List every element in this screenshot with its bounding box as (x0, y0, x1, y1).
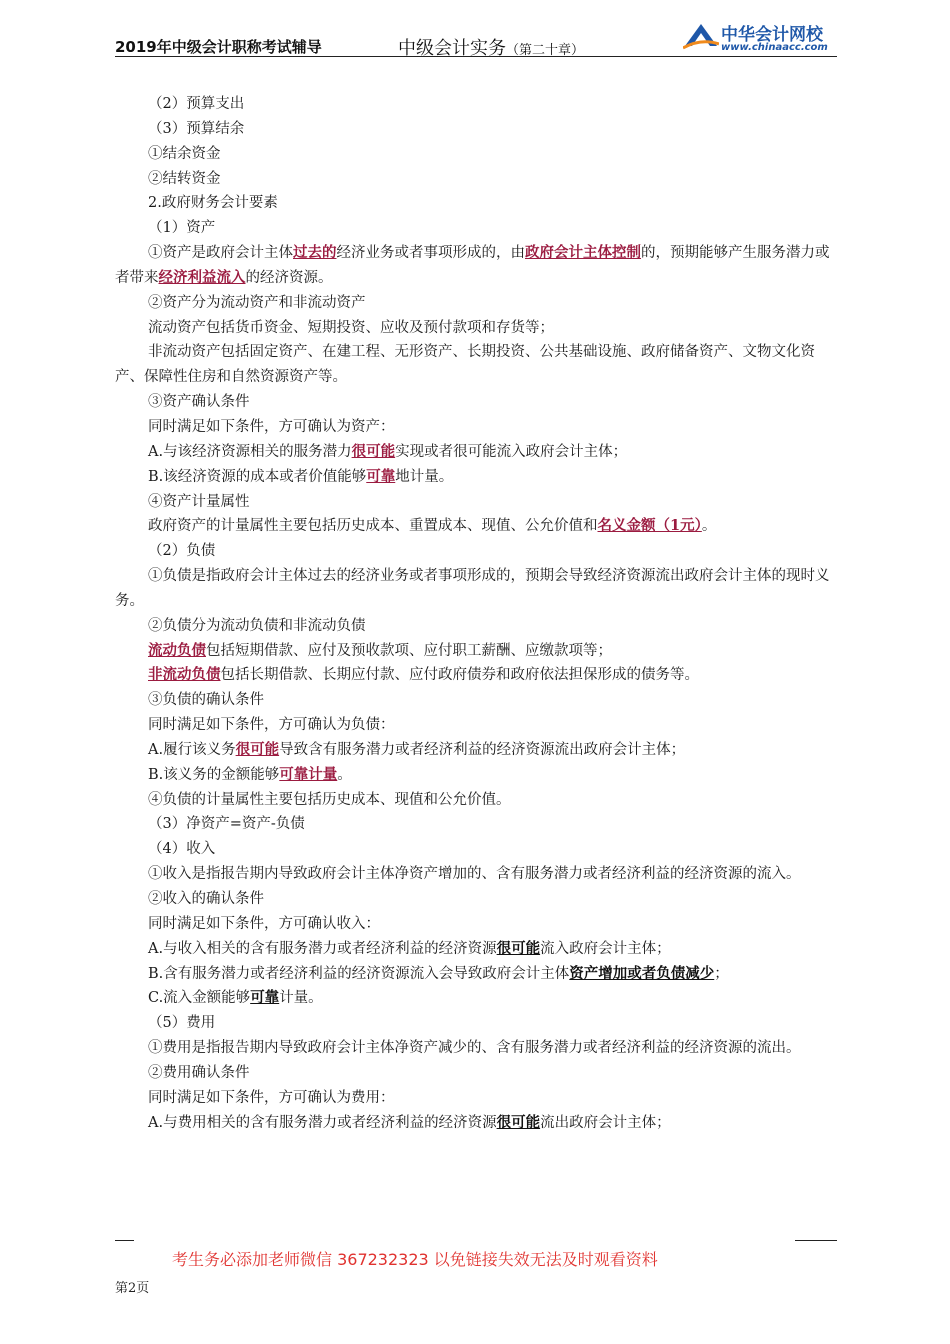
para-liability-condition-b (115, 763, 837, 788)
para-current-assets: 流动资产包括货币资金、短期投资、应收及预付款项和存货等； (148, 319, 554, 336)
text-segment: 流出政府会计主体； (540, 1114, 671, 1131)
heading-expenses: （5）费用 (148, 1015, 216, 1032)
document-body (115, 92, 837, 1135)
text-segment: 。 (337, 766, 352, 783)
text-segment: B.含有服务潜力或者经济利益的经济资源流入会导致政府会计主体 (148, 965, 570, 982)
text-segment: A.与收入相关的含有服务潜力或者经济利益的经济资源 (148, 940, 497, 957)
para-asset-classes: ②资产分为流动资产和非流动资产 (148, 294, 366, 311)
heading-assets: （1）资产 (148, 220, 216, 237)
text-segment: 实现或者很可能流入政府会计主体； (395, 443, 628, 460)
para-revenue-condition-c (115, 986, 837, 1011)
para-current-liabilities (115, 639, 837, 664)
emphasis-reliable: 可靠 (250, 989, 280, 1007)
para-asset-condition-b (115, 465, 837, 490)
highlight-noncurrent-liabilities: 非流动负债 (148, 666, 221, 684)
text-segment: 的，预期能够产生服务潜力或者带来 (115, 245, 830, 286)
para-liability-definition: ①负债是指政府会计主体过去的经济业务或者事项形成的，预期会导致经济资源流出政府会计主体的现时义务。 (115, 568, 830, 609)
text-segment: 包括短期借款、应付及预收款项、应付职工薪酬、应缴款项等； (206, 642, 612, 659)
highlight-reliable: 可靠 (366, 467, 396, 485)
text-segment: A.与费用相关的含有服务潜力或者经济利益的经济资源 (148, 1114, 497, 1131)
highlight-economic-inflow: 经济利益流入 (158, 268, 246, 286)
para-revenue-conditions-intro: 同时满足如下条件，方可确认收入： (148, 915, 380, 932)
highlight-past: 过去的 (293, 244, 337, 262)
para-liability-classes: ②负债分为流动负债和非流动负债 (148, 617, 366, 634)
exam-title: 2019年中级会计职称考试辅导 (115, 38, 322, 56)
heading-revenue-recognition: ②收入的确认条件 (148, 891, 264, 907)
text-segment: 。 (701, 518, 717, 535)
logo-url: www.chinaacc.com (721, 42, 828, 53)
para-expense-condition-a (115, 1111, 837, 1136)
highlight-probable: 很可能 (351, 442, 396, 460)
highlight-controlled: 政府会计主体控制 (525, 244, 641, 262)
para-revenue-condition-a (115, 937, 837, 962)
page-number: 第2页 (115, 1281, 150, 1296)
para-asset-measurement (115, 514, 837, 539)
heading-revenue: （4）收入 (148, 841, 216, 858)
footer-rule-left (115, 1240, 134, 1241)
text-segment: A.履行该义务 (148, 741, 236, 758)
para-liability-measurement: ④负债的计量属性主要包括历史成本、现值和公允价值。 (148, 791, 511, 808)
course-name: 中级会计实务 (398, 38, 506, 59)
logo-name: 中华会计网校 (721, 25, 823, 45)
para-revenue-condition-b (115, 962, 837, 987)
para-liability-condition-a (115, 738, 837, 763)
page-header (115, 18, 837, 58)
para-noncurrent-liabilities (115, 663, 837, 688)
emphasis-probable: 很可能 (496, 1113, 541, 1131)
logo-mark-icon (683, 20, 719, 50)
para-net-assets: （3）净资产=资产-负债 (148, 816, 305, 833)
text-segment: 导致含有服务潜力或者经济利益的经济资源流出政府会计主体； (279, 741, 686, 758)
text-segment: 流入政府会计主体； (540, 940, 671, 957)
highlight-reliable-measure: 可靠计量 (279, 765, 338, 783)
para-budget-surplus: （3）预算结余 (148, 120, 245, 137)
text-segment: B.该义务的金额能够 (148, 766, 280, 783)
para-noncurrent-assets: 非流动资产包括固定资产、在建工程、无形资产、长期投资、公共基础设施、政府储备资产、文物文化资产、保障性住房和自然资源资产等。 (115, 344, 815, 386)
para-revenue-definition: ①收入是指报告期内导致政府会计主体净资产增加的、含有服务潜力或者经济利益的经济资源的流入。 (148, 866, 801, 883)
emphasis-asset-increase: 资产增加或者负债减少 (569, 964, 715, 982)
heading-asset-measurement: ④资产计量属性 (148, 493, 250, 510)
text-segment: 的经济资源。 (245, 269, 333, 286)
heading-financial-elements: 2.政府财务会计要素 (148, 195, 278, 212)
text-segment: A.与该经济资源相关的服务潜力 (148, 443, 352, 460)
text-segment: B.该经济资源的成本或者价值能够 (148, 468, 367, 485)
text-segment: ①资产是政府会计主体 (148, 245, 293, 262)
highlight-probable: 很可能 (235, 740, 280, 758)
para-asset-condition-a (115, 440, 837, 465)
wechat-notice: 考生务必添加老师微信 367232323 以免链接失效无法及时观看资料 (172, 1250, 658, 1269)
text-segment: 经济业务或者事项形成的，由 (336, 245, 525, 262)
para-expense-conditions-intro: 同时满足如下条件，方可确认为费用： (148, 1089, 395, 1106)
highlight-nominal-amount: 名义金额（1元） (597, 517, 702, 535)
para-budget-expenditure: （2）预算支出 (148, 96, 245, 112)
footer-rule-right (795, 1240, 837, 1241)
emphasis-probable: 很可能 (496, 939, 541, 957)
para-surplus-funds: ①结余资金 (148, 145, 221, 162)
heading-liabilities: （2）负债 (148, 543, 216, 560)
text-segment: ； (714, 965, 729, 982)
heading-expense-recognition: ②费用确认条件 (148, 1064, 250, 1081)
para-carryover-funds: ②结转资金 (148, 170, 221, 187)
highlight-current-liabilities: 流动负债 (148, 641, 206, 659)
chapter-label: （第二十章） (506, 43, 585, 58)
para-asset-conditions-intro: 同时满足如下条件，方可确认为资产： (148, 418, 395, 435)
text-segment: 计量。 (279, 990, 323, 1007)
heading-liability-recognition: ③负债的确认条件 (148, 692, 264, 709)
text-segment: 包括长期借款、长期应付款、应付政府债券和政府依法担保形成的债务等。 (220, 667, 699, 684)
para-expense-definition: ①费用是指报告期内导致政府会计主体净资产减少的、含有服务潜力或者经济利益的经济资源的流出。 (148, 1040, 801, 1057)
text-segment: 政府资产的计量属性主要包括历史成本、重置成本、现值、公允价值和 (148, 518, 598, 535)
text-segment: C.流入金额能够 (148, 990, 251, 1007)
para-asset-definition (115, 241, 837, 291)
heading-asset-recognition: ③资产确认条件 (148, 394, 250, 411)
header-divider (115, 56, 837, 57)
text-segment: 地计量。 (395, 468, 454, 485)
para-liability-conditions-intro: 同时满足如下条件，方可确认为负债： (148, 717, 395, 734)
chinaacc-logo[interactable] (683, 18, 839, 56)
